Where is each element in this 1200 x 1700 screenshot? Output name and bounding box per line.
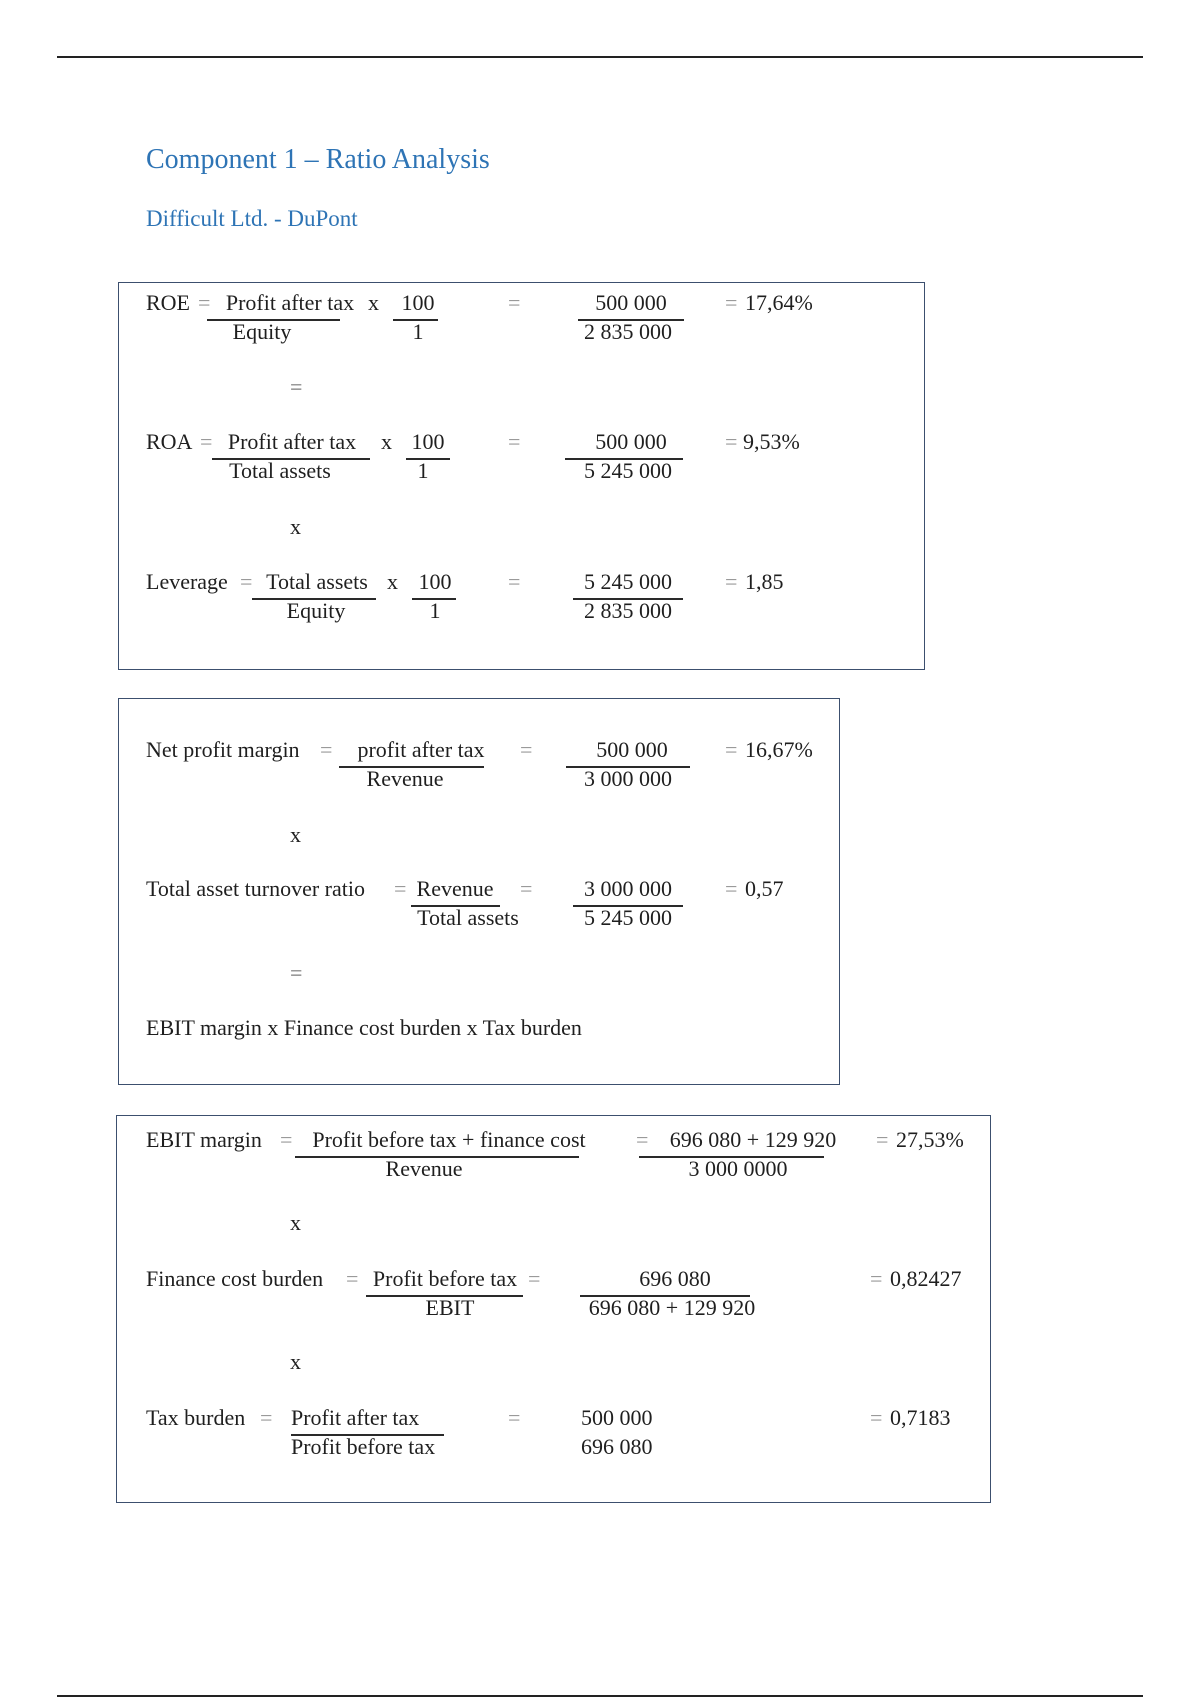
leverage-label: Leverage [146, 569, 228, 594]
equals-sign: = [725, 290, 738, 315]
npm-formula-denominator: Revenue [366, 766, 444, 791]
roe-value-numerator: 500 000 [595, 290, 667, 315]
roe-formula-numerator: Profit after tax [225, 290, 355, 315]
roe-multiplier-denominator: 1 [412, 319, 424, 344]
roa-formula-denominator: Total assets [229, 458, 331, 483]
ebit-result: 27,53% [896, 1127, 964, 1152]
bottom-rule [57, 1695, 1143, 1697]
ebit-formula-denominator: Revenue [385, 1156, 463, 1181]
equals-operator: = [290, 374, 303, 399]
equals-sign: = [260, 1405, 273, 1430]
leverage-formula-numerator: Total assets [266, 569, 368, 594]
roe-result: 17,64% [745, 290, 813, 315]
tax-formula-numerator: Profit after tax [291, 1405, 420, 1430]
times-operator: x [290, 1349, 301, 1374]
equals-sign: = [394, 876, 407, 901]
ebit-value-numerator: 696 080 + 129 920 [669, 1127, 837, 1152]
equals-sign: = [508, 569, 521, 594]
fcb-formula-numerator: Profit before tax [372, 1266, 518, 1291]
equals-sign: = [528, 1266, 541, 1291]
roa-value-numerator: 500 000 [595, 429, 667, 454]
fcb-value-denominator: 696 080 + 129 920 [588, 1295, 756, 1320]
tax-result: 0,7183 [890, 1405, 951, 1430]
equals-sign: = [280, 1127, 293, 1152]
leverage-formula-denominator: Equity [286, 598, 346, 623]
roa-multiplier-denominator: 1 [417, 458, 429, 483]
times-sign: x [387, 569, 398, 594]
net-profit-margin-label: Net profit margin [146, 737, 300, 762]
page-title: Component 1 – Ratio Analysis [146, 144, 490, 175]
times-operator: x [290, 514, 301, 539]
leverage-result: 1,85 [745, 569, 784, 594]
leverage-value-denominator: 2 835 000 [584, 598, 672, 623]
tax-value-denominator: 696 080 [581, 1434, 653, 1459]
equals-operator: = [290, 960, 303, 985]
fcb-result: 0,82427 [890, 1266, 962, 1291]
top-rule [57, 56, 1143, 58]
tat-result: 0,57 [745, 876, 784, 901]
roe-multiplier-numerator: 100 [401, 290, 435, 315]
tax-burden-label: Tax burden [146, 1405, 246, 1430]
equals-sign: = [876, 1127, 889, 1152]
fcb-formula-denominator: EBIT [425, 1295, 475, 1320]
equals-sign: = [520, 737, 533, 762]
ebit-margin-label: EBIT margin [146, 1127, 262, 1152]
equals-sign: = [320, 737, 333, 762]
dupont-box-npm-breakdown [116, 1115, 991, 1503]
equals-sign: = [508, 429, 521, 454]
npm-result: 16,67% [745, 737, 813, 762]
equals-sign: = [240, 569, 253, 594]
page-subtitle: Difficult Ltd. - DuPont [146, 206, 358, 231]
npm-value-denominator: 3 000 000 [584, 766, 672, 791]
tat-value-numerator: 3 000 000 [584, 876, 672, 901]
total-asset-turnover-label: Total asset turnover ratio [146, 876, 366, 901]
equals-sign: = [636, 1127, 649, 1152]
tax-value-numerator: 500 000 [581, 1405, 653, 1430]
roa-label: ROA [146, 429, 193, 454]
equals-sign: = [508, 290, 521, 315]
equals-sign: = [198, 290, 211, 315]
roa-formula-numerator: Profit after tax [227, 429, 357, 454]
leverage-multiplier-denominator: 1 [429, 598, 441, 623]
times-sign: x [381, 429, 392, 454]
times-sign: x [368, 290, 379, 315]
fcb-value-numerator: 696 080 [639, 1266, 711, 1291]
equals-sign: = [725, 737, 738, 762]
equals-sign: = [346, 1266, 359, 1291]
dupont-summary: EBIT margin x Finance cost burden x Tax burden [146, 1015, 582, 1040]
roa-value-denominator: 5 245 000 [584, 458, 672, 483]
ebit-value-denominator: 3 000 0000 [688, 1156, 788, 1181]
ebit-formula-numerator: Profit before tax + finance cost [312, 1127, 586, 1152]
npm-value-numerator: 500 000 [596, 737, 668, 762]
tat-value-denominator: 5 245 000 [584, 905, 672, 930]
leverage-value-numerator: 5 245 000 [584, 569, 672, 594]
equals-sign: = [200, 429, 213, 454]
equals-sign: = [725, 876, 738, 901]
tat-formula-denominator: Total assets [417, 905, 519, 930]
roe-value-denominator: 2 835 000 [584, 319, 672, 344]
roe-label: ROE [146, 290, 190, 315]
times-operator: x [290, 1210, 301, 1235]
tat-formula-numerator: Revenue [416, 876, 494, 901]
finance-cost-burden-label: Finance cost burden [146, 1266, 324, 1291]
leverage-multiplier-numerator: 100 [418, 569, 452, 594]
equals-sign: = [725, 429, 738, 454]
equals-sign: = [870, 1405, 883, 1430]
equals-sign: = [508, 1405, 521, 1430]
equals-sign: = [520, 876, 533, 901]
tax-formula-denominator: Profit before tax [291, 1434, 436, 1459]
equals-sign: = [870, 1266, 883, 1291]
npm-formula-numerator: profit after tax [357, 737, 485, 762]
roe-formula-denominator: Equity [232, 319, 292, 344]
roa-multiplier-numerator: 100 [411, 429, 445, 454]
times-operator: x [290, 822, 301, 847]
roa-result: 9,53% [743, 429, 800, 454]
equals-sign: = [725, 569, 738, 594]
